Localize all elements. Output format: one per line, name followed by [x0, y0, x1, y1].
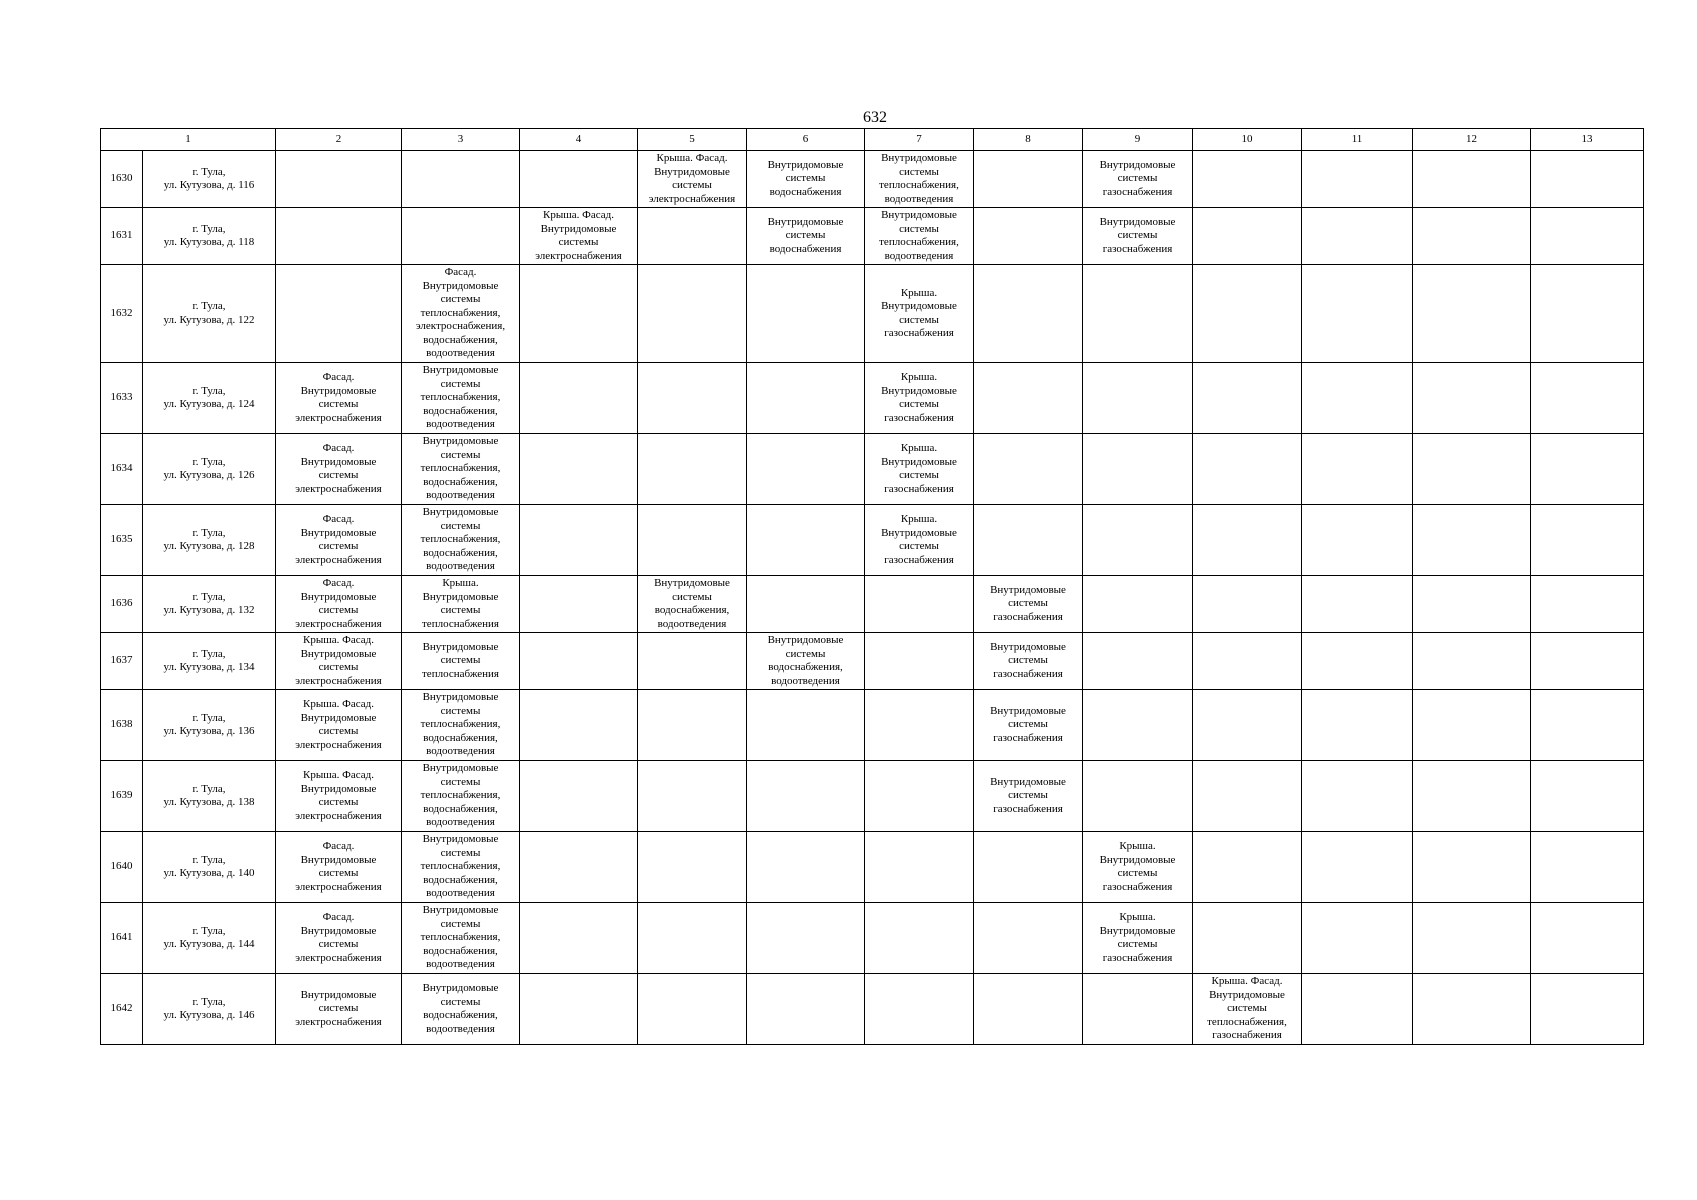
table-row [101, 633, 1644, 690]
address-cell: г. Тула, ул. Кутузова, д. 118 [143, 208, 276, 265]
work-cell: Внутридомовые системы водоснабжения [747, 208, 865, 265]
work-cell [1413, 576, 1531, 633]
work-cell [747, 265, 865, 363]
work-cell [1531, 633, 1644, 690]
work-cell [747, 903, 865, 974]
work-cell: Крыша. Фасад. Внутридомовые системы электроснабжения [520, 208, 638, 265]
table-row [101, 690, 1644, 761]
column-header: 12 [1413, 129, 1531, 151]
address-cell: г. Тула, ул. Кутузова, д. 134 [143, 633, 276, 690]
work-cell: Крыша. Внутридомовые системы газоснабжения [865, 363, 974, 434]
table-row [101, 576, 1644, 633]
work-cell [1302, 505, 1413, 576]
row-number-cell: 1632 [101, 265, 143, 363]
work-cell: Внутридомовые системы теплоснабжения, водоснабжения, водоотведения [402, 832, 520, 903]
column-header: 8 [974, 129, 1083, 151]
address-cell: г. Тула, ул. Кутузова, д. 122 [143, 265, 276, 363]
work-cell [638, 208, 747, 265]
row-number-cell: 1640 [101, 832, 143, 903]
work-cell [1083, 363, 1193, 434]
column-header: 2 [276, 129, 402, 151]
work-cell: Внутридомовые системы теплоснабжения, водоснабжения, водоотведения [402, 363, 520, 434]
work-cell: Фасад. Внутридомовые системы электроснабжения [276, 576, 402, 633]
row-number-cell: 1635 [101, 505, 143, 576]
work-cell [1302, 208, 1413, 265]
work-cell [1531, 576, 1644, 633]
work-cell [1413, 761, 1531, 832]
work-cell [520, 832, 638, 903]
address-cell: г. Тула, ул. Кутузова, д. 132 [143, 576, 276, 633]
work-cell [520, 761, 638, 832]
work-cell: Крыша. Фасад. Внутридомовые системы теплоснабжения, газоснабжения [1193, 974, 1302, 1045]
work-cell [1083, 265, 1193, 363]
work-cell [1413, 208, 1531, 265]
work-cell [1531, 208, 1644, 265]
work-cell: Крыша. Внутридомовые системы газоснабжения [865, 505, 974, 576]
work-cell [1302, 761, 1413, 832]
work-cell: Внутридомовые системы водоснабжения [747, 151, 865, 208]
work-cell: Внутридомовые системы теплоснабжения, водоснабжения, водоотведения [402, 903, 520, 974]
work-cell: Внутридомовые системы водоснабжения, водоотведения [747, 633, 865, 690]
column-header: 1 [101, 129, 276, 151]
work-cell [402, 151, 520, 208]
work-cell [1302, 633, 1413, 690]
address-cell: г. Тула, ул. Кутузова, д. 116 [143, 151, 276, 208]
work-cell: Крыша. Внутридомовые системы газоснабжения [1083, 903, 1193, 974]
page-number: 632 [863, 109, 887, 126]
work-cell [1302, 903, 1413, 974]
work-cell [1413, 690, 1531, 761]
work-cell [1083, 690, 1193, 761]
work-cell: Крыша. Фасад. Внутридомовые системы электроснабжения [276, 761, 402, 832]
work-cell [1193, 151, 1302, 208]
work-cell [974, 208, 1083, 265]
work-cell [1083, 974, 1193, 1045]
work-cell [1531, 761, 1644, 832]
work-cell [1531, 434, 1644, 505]
work-cell: Крыша. Внутридомовые системы газоснабжения [1083, 832, 1193, 903]
work-cell [865, 761, 974, 832]
work-cell [520, 690, 638, 761]
work-cell [1413, 832, 1531, 903]
address-cell: г. Тула, ул. Кутузова, д. 140 [143, 832, 276, 903]
column-header: 7 [865, 129, 974, 151]
work-cell: Крыша. Внутридомовые системы газоснабжения [865, 434, 974, 505]
row-number-cell: 1642 [101, 974, 143, 1045]
table-row [101, 151, 1644, 208]
work-cell [1193, 576, 1302, 633]
work-cell [1193, 761, 1302, 832]
row-number-cell: 1630 [101, 151, 143, 208]
work-cell [520, 903, 638, 974]
work-cell: Внутридомовые системы теплоснабжения [402, 633, 520, 690]
work-cell [1193, 633, 1302, 690]
work-cell [520, 505, 638, 576]
table-row [101, 903, 1644, 974]
work-cell [974, 363, 1083, 434]
row-number-cell: 1638 [101, 690, 143, 761]
work-cell [974, 505, 1083, 576]
work-cell [1193, 208, 1302, 265]
work-cell [520, 265, 638, 363]
table-body [101, 151, 1644, 1045]
work-cell [747, 690, 865, 761]
row-number-cell: 1637 [101, 633, 143, 690]
address-cell: г. Тула, ул. Кутузова, д. 136 [143, 690, 276, 761]
work-cell: Внутридомовые системы теплоснабжения, водоснабжения, водоотведения [402, 690, 520, 761]
work-cell [974, 903, 1083, 974]
work-cell [1083, 434, 1193, 505]
column-header: 3 [402, 129, 520, 151]
work-cell: Внутридомовые системы теплоснабжения, водоотведения [865, 208, 974, 265]
work-cell: Фасад. Внутридомовые системы электроснабжения [276, 505, 402, 576]
column-header: 6 [747, 129, 865, 151]
work-cell: Фасад. Внутридомовые системы электроснабжения [276, 903, 402, 974]
work-cell [520, 363, 638, 434]
address-cell: г. Тула, ул. Кутузова, д. 128 [143, 505, 276, 576]
column-header: 9 [1083, 129, 1193, 151]
table-row [101, 761, 1644, 832]
work-cell: Крыша. Внутридомовые системы теплоснабжения [402, 576, 520, 633]
work-cell [747, 576, 865, 633]
work-cell [1302, 265, 1413, 363]
work-cell [1531, 690, 1644, 761]
work-cell [747, 434, 865, 505]
table-row [101, 434, 1644, 505]
work-cell [1413, 974, 1531, 1045]
work-cell [1193, 434, 1302, 505]
work-cell [402, 208, 520, 265]
work-cell [1083, 761, 1193, 832]
work-cell [747, 974, 865, 1045]
work-cell [1413, 265, 1531, 363]
work-cell: Внутридомовые системы газоснабжения [974, 761, 1083, 832]
work-cell [1531, 974, 1644, 1045]
work-cell: Внутридомовые системы газоснабжения [1083, 208, 1193, 265]
work-cell [1193, 832, 1302, 903]
work-cell [1193, 265, 1302, 363]
work-cell [520, 434, 638, 505]
work-cell [1302, 576, 1413, 633]
work-cell: Внутридомовые системы электроснабжения [276, 974, 402, 1045]
work-cell [1413, 505, 1531, 576]
work-cell: Фасад. Внутридомовые системы теплоснабжения, электроснабжения, водоснабжения, водоотведения [402, 265, 520, 363]
work-cell [276, 265, 402, 363]
work-cell [1531, 505, 1644, 576]
work-cell [974, 974, 1083, 1045]
row-number-cell: 1634 [101, 434, 143, 505]
work-cell [747, 761, 865, 832]
work-cell [747, 832, 865, 903]
work-cell [520, 633, 638, 690]
column-header: 5 [638, 129, 747, 151]
work-cell [1302, 974, 1413, 1045]
work-cell [865, 974, 974, 1045]
work-cell [1531, 151, 1644, 208]
work-cell [638, 363, 747, 434]
work-cell [1531, 265, 1644, 363]
work-cell [974, 434, 1083, 505]
work-cell [865, 690, 974, 761]
table-row [101, 832, 1644, 903]
table-row [101, 363, 1644, 434]
address-cell: г. Тула, ул. Кутузова, д. 146 [143, 974, 276, 1045]
work-cell [276, 151, 402, 208]
repair-schedule-table [100, 128, 1644, 1045]
row-number-cell: 1641 [101, 903, 143, 974]
work-cell: Крыша. Внутридомовые системы газоснабжения [865, 265, 974, 363]
work-cell [638, 434, 747, 505]
work-cell: Фасад. Внутридомовые системы электроснабжения [276, 434, 402, 505]
row-number-cell: 1636 [101, 576, 143, 633]
address-cell: г. Тула, ул. Кутузова, д. 138 [143, 761, 276, 832]
row-number-cell: 1633 [101, 363, 143, 434]
work-cell [1413, 633, 1531, 690]
work-cell [1302, 151, 1413, 208]
row-number-cell: 1631 [101, 208, 143, 265]
work-cell: Крыша. Фасад. Внутридомовые системы электроснабжения [276, 633, 402, 690]
work-cell: Фасад. Внутридомовые системы электроснабжения [276, 832, 402, 903]
work-cell: Внутридомовые системы теплоснабжения, водоснабжения, водоотведения [402, 434, 520, 505]
work-cell [1193, 690, 1302, 761]
work-cell: Внутридомовые системы водоснабжения, водоотведения [402, 974, 520, 1045]
work-cell [865, 633, 974, 690]
work-cell: Внутридомовые системы газоснабжения [974, 576, 1083, 633]
address-cell: г. Тула, ул. Кутузова, д. 124 [143, 363, 276, 434]
work-cell [1531, 832, 1644, 903]
work-cell [1083, 576, 1193, 633]
work-cell [1531, 363, 1644, 434]
work-cell [638, 761, 747, 832]
column-header: 4 [520, 129, 638, 151]
work-cell: Крыша. Фасад. Внутридомовые системы электроснабжения [638, 151, 747, 208]
work-cell [974, 832, 1083, 903]
work-cell [1193, 363, 1302, 434]
table-row [101, 505, 1644, 576]
work-cell: Внутридомовые системы газоснабжения [974, 633, 1083, 690]
work-cell: Внутридомовые системы теплоснабжения, водоотведения [865, 151, 974, 208]
work-cell [1193, 505, 1302, 576]
column-number-row [101, 129, 1644, 151]
work-cell: Внутридомовые системы теплоснабжения, водоснабжения, водоотведения [402, 505, 520, 576]
work-cell [520, 974, 638, 1045]
work-cell [1413, 903, 1531, 974]
work-cell [974, 151, 1083, 208]
work-cell [1083, 633, 1193, 690]
work-cell [865, 903, 974, 974]
work-cell [1302, 434, 1413, 505]
column-header: 10 [1193, 129, 1302, 151]
row-number-cell: 1639 [101, 761, 143, 832]
work-cell [520, 151, 638, 208]
work-cell [865, 576, 974, 633]
table-row [101, 265, 1644, 363]
work-cell [1413, 434, 1531, 505]
address-cell: г. Тула, ул. Кутузова, д. 144 [143, 903, 276, 974]
work-cell [638, 633, 747, 690]
work-cell: Крыша. Фасад. Внутридомовые системы электроснабжения [276, 690, 402, 761]
table-row [101, 208, 1644, 265]
work-cell: Внутридомовые системы водоснабжения, водоотведения [638, 576, 747, 633]
work-cell: Фасад. Внутридомовые системы электроснабжения [276, 363, 402, 434]
work-cell: Внутридомовые системы теплоснабжения, водоснабжения, водоотведения [402, 761, 520, 832]
work-cell [1302, 363, 1413, 434]
work-cell [865, 832, 974, 903]
column-header: 11 [1302, 129, 1413, 151]
work-cell [638, 265, 747, 363]
work-cell [638, 903, 747, 974]
work-cell [638, 505, 747, 576]
work-cell [1302, 690, 1413, 761]
address-cell: г. Тула, ул. Кутузова, д. 126 [143, 434, 276, 505]
work-cell [276, 208, 402, 265]
work-cell [520, 576, 638, 633]
work-cell [747, 505, 865, 576]
column-header: 13 [1531, 129, 1644, 151]
work-cell [1193, 903, 1302, 974]
work-cell: Внутридомовые системы газоснабжения [974, 690, 1083, 761]
work-cell [974, 265, 1083, 363]
table-row [101, 974, 1644, 1045]
work-cell [747, 363, 865, 434]
work-cell [1531, 903, 1644, 974]
work-cell [1413, 363, 1531, 434]
work-cell [638, 832, 747, 903]
work-cell: Внутридомовые системы газоснабжения [1083, 151, 1193, 208]
work-cell [1413, 151, 1531, 208]
work-cell [638, 974, 747, 1045]
work-cell [638, 690, 747, 761]
work-cell [1302, 832, 1413, 903]
work-cell [1083, 505, 1193, 576]
